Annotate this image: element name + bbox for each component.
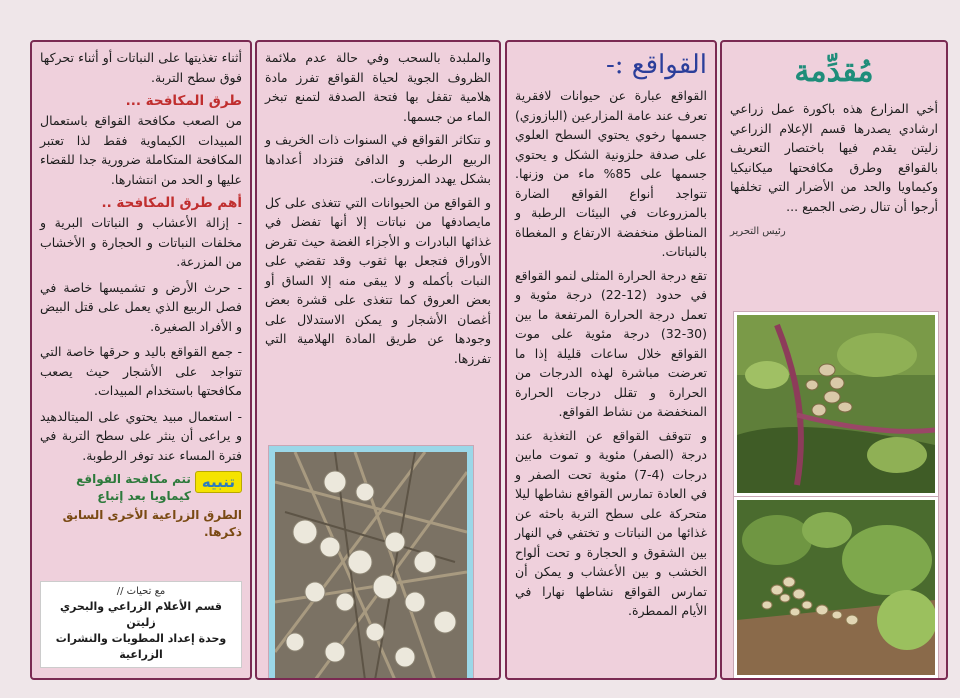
snails-paragraph-2: تقع درجة الحرارة المثلى لنمو القواقع في حدود (12-22) درجة مئوية و تعمل درجة الحرارة المرتفعة ما بين (30-32) درجة مئوية على موت القواقع خلال ساعات قليلة إذا ما تعرضت مباشرة لهذه الدرجات من الحرارة و تقلل درجات الحرارة المنخفضة من نشاط القواقع. [515, 267, 707, 419]
warning-continuation: الطرق الزراعية الأخرى السابق ذكرها. [62, 508, 242, 539]
snails-paragraph-1: القواقع عبارة عن حيوانات لافقرية تعرف عند عامة المزارعين (البازوزي) جسمها رخوي يحتوي السطح العلوي على صدفة حلزونية الشكل و يحتوي جسمها على 85% ماء من وزنها. تتواجد أنواع القواقع الضارة بالمزروعات في البيئات الرطبة و المناطق منخفضة الارتفاع و المغطاة بالنباتات. [515, 88, 707, 259]
control-heading: طرق المكافحة ... [125, 93, 242, 109]
intro-title: مُقدِّمة [794, 54, 874, 89]
biology-paragraph-2: و تتكاثر القواقع في السنوات ذات الخريف و الربيع الرطب و الدافئ فتزداد أعدادها بشكل يهدد المزروعات. [265, 132, 491, 186]
method-item: - إزالة الأعشاب و النباتات البرية و مخلفات النباتات و الحجارة و الأخشاب من المزرعة. [40, 215, 242, 269]
biology-panel [255, 40, 501, 680]
snails-paragraph-3: و تتوقف القواقع عن التغذية عند درجة (الصفر) مئوية و تموت مابين درجات (4-7) مئوية تحت الصفر و في العادة تمارس القواقع نشاطها ليلا متحركة على سطح التربة باحثه عن غذائها من النباتات و تختفي في النهار بين الشقوق و الحجارة و تحت ألواح الخشب و بين الأعشاب و يمكن أن تمارس القواقع نشاطها نهارا في الأيام الممطرة. [515, 427, 708, 618]
intro-panel [720, 40, 948, 680]
snails-on-leaves-photo [734, 497, 938, 678]
methods-list [40, 213, 242, 465]
biology-paragraph-3: و القواقع من الحيوانات التي تتغذى على كل مايصادفها من نباتات إلا أنها تفضل في غذائها البادرات و الأجزاء الغضة حيث تقرض الأوراق فتجعل بها ثقوب وقد تقضي على النبات بأكمله و لا يبقى منه إلا الساق أو بعض العروق كما تتغذى على قشرة بعض أغصان الأشجار و يمكن الاستدلال على وجودها عن طريق المادة الهلامية التي تفرزها. [265, 194, 491, 366]
warning-badge: تنبيه [195, 471, 242, 493]
methods-heading: أهم طرق المكافحة .. [101, 195, 242, 211]
control-intro: أثناء تغذيتها على النباتات أو أثناء تحركها فوق سطح التربة. [40, 50, 242, 85]
method-item: - جمع القواقع باليد و حرقها خاصة التي تتواجد على الأشجار حيث يصعب مكافحتها باستخدام المبيدات. [40, 344, 242, 398]
control-text: من الصعب مكافحة القواقع باستعمال المبيدات الكيماوية فقط لذا تعتبر المكافحة المتكاملة ضرورية جدا للقضاء عليها و الحد من انتشارها. [40, 113, 242, 187]
snails-title: القواقع :- [605, 50, 707, 80]
snails-on-twigs-photo [269, 446, 473, 680]
greeting-line-1: قسم الأعلام الزراعي والبحري زليتن [60, 600, 222, 629]
warning-box [40, 471, 242, 505]
editor-signature: رئيس التحرير [730, 226, 786, 237]
greeting-title: مع تحيات // [116, 586, 166, 597]
snails-panel [505, 40, 717, 680]
greeting-box [40, 581, 242, 668]
greeting-line-2: وحدة إعداد المطويات والنشرات الزراعية [55, 632, 227, 661]
method-item: - حرث الأرض و تشميسها خاصة في فصل الربيع الذي يعمل على قتل البيض و الأفراد الصغيرة. [40, 279, 242, 334]
method-item: - استعمال مبيد يحتوي على الميتالدهيد و يراعى أن ينثر على سطح التربة في فترة المساء عند توفر الرطوبة. [40, 408, 242, 463]
biology-paragraph-1: والملبدة بالسحب وفي حالة عدم ملائمة الظروف الجوية لحياة القواقع تفرز مادة هلامية تقفل بها فتحة الصدفة لتمنع تبخر الماء من جسمها. [265, 50, 491, 124]
snails-on-plant-photo [734, 312, 938, 496]
control-panel [30, 40, 252, 680]
intro-body: أخي المزارع هذه باكورة عمل زراعي ارشادي يصدرها قسم الإعلام الزراعي زليتن يقدم فيها باختصار التعريف بالقواقع وطرق مكافحتها ميكانيكيا وكيماويا والحد من الأضرار التي تخلفها أرجوا أن تنال رضى الجميع ... [730, 101, 938, 214]
warning-text: تتم مكافحة القواقع كيماويا بعد إتباع [76, 472, 191, 503]
